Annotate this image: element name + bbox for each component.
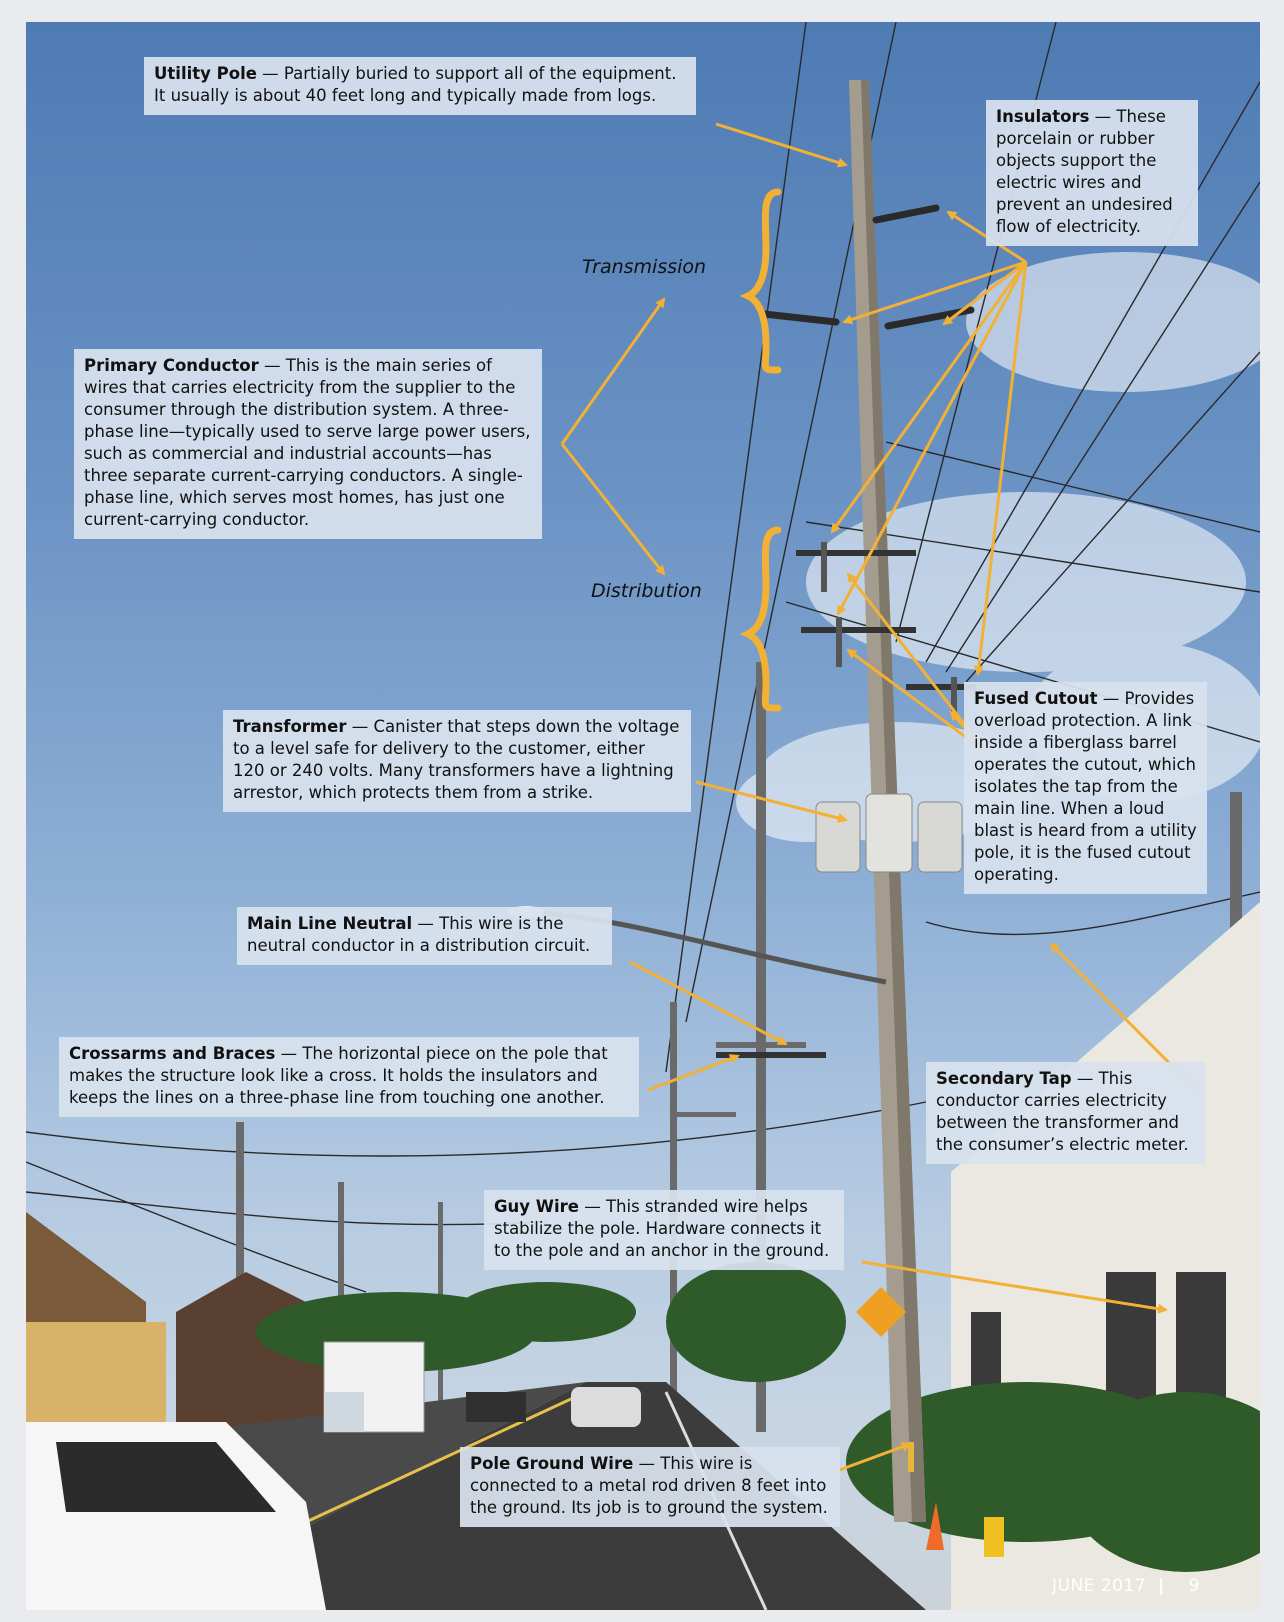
callout-term: Pole Ground Wire <box>470 1454 634 1473</box>
callout-text: — This wire is the neutral conductor in a distribution circuit. <box>247 914 591 955</box>
callout-text: — These porcelain or rubber objects support the electric wires and prevent an undesired flow of electricity. <box>996 107 1173 236</box>
callout-pole-ground-wire <box>460 1447 840 1527</box>
callout-term: Secondary Tap <box>936 1069 1072 1088</box>
issue-date: JUNE 2017 <box>1052 1576 1147 1596</box>
callout-text: — Provides overload protection. A link inside a fiberglass barrel operates the cutout, which isolates the tap from the main line. When a loud blast is heard from a utility pole, it is the fused cutout operating. <box>974 689 1197 884</box>
page-number: 9 <box>1188 1576 1200 1596</box>
page-footer <box>1052 1576 1200 1596</box>
distribution-label: Distribution <box>591 580 702 602</box>
callout-term: Primary Conductor <box>84 356 259 375</box>
callout-text: — This wire is connected to a metal rod driven 8 feet into the ground. Its job is to ground the system. <box>470 1454 828 1517</box>
callout-utility-pole <box>144 57 696 115</box>
callout-text: — This stranded wire helps stabilize the pole. Hardware connects it to the pole and an anchor in the ground. <box>494 1197 830 1260</box>
callout-transformer <box>223 710 691 812</box>
callout-text: — This is the main series of wires that carries electricity from the supplier to the consumer through the distribution system. A three-phase line—typically used to serve large power users, such as commercial and industrial accounts—has three separate current-carrying conductors. A single-phase line, which serves most homes, has just one current-carrying conductor. <box>84 356 531 529</box>
callout-crossarms-and-braces <box>59 1037 639 1117</box>
callout-term: Insulators <box>996 107 1090 126</box>
callout-main-line-neutral <box>237 907 612 965</box>
callout-guy-wire <box>484 1190 844 1270</box>
callout-term: Utility Pole <box>154 64 257 83</box>
callout-fused-cutout <box>964 682 1207 894</box>
callout-term: Main Line Neutral <box>247 914 413 933</box>
callout-primary-conductor <box>74 349 542 539</box>
callout-term: Crossarms and Braces <box>69 1044 276 1063</box>
callout-text: — The horizontal piece on the pole that makes the structure look like a cross. It holds the insulators and keeps the lines on a three-phase line from touching one another. <box>69 1044 608 1107</box>
transmission-label: Transmission <box>582 256 707 278</box>
callout-term: Fused Cutout <box>974 689 1098 708</box>
callout-text: — Canister that steps down the voltage to a level safe for delivery to the customer, either 120 or 240 volts. Many transformers have a lightning arrestor, which protects them from a strike. <box>233 717 680 802</box>
magazine-page <box>26 22 1260 1610</box>
callout-text: — Partially buried to support all of the equipment. It usually is about 40 feet long and typically made from logs. <box>154 64 677 105</box>
footer-separator: | <box>1158 1576 1165 1596</box>
callout-term: Transformer <box>233 717 347 736</box>
callout-secondary-tap <box>926 1062 1205 1164</box>
callout-term: Guy Wire <box>494 1197 579 1216</box>
callout-text: — This conductor carries electricity between the transformer and the consumer’s electric meter. <box>936 1069 1189 1154</box>
callout-insulators <box>986 100 1198 246</box>
